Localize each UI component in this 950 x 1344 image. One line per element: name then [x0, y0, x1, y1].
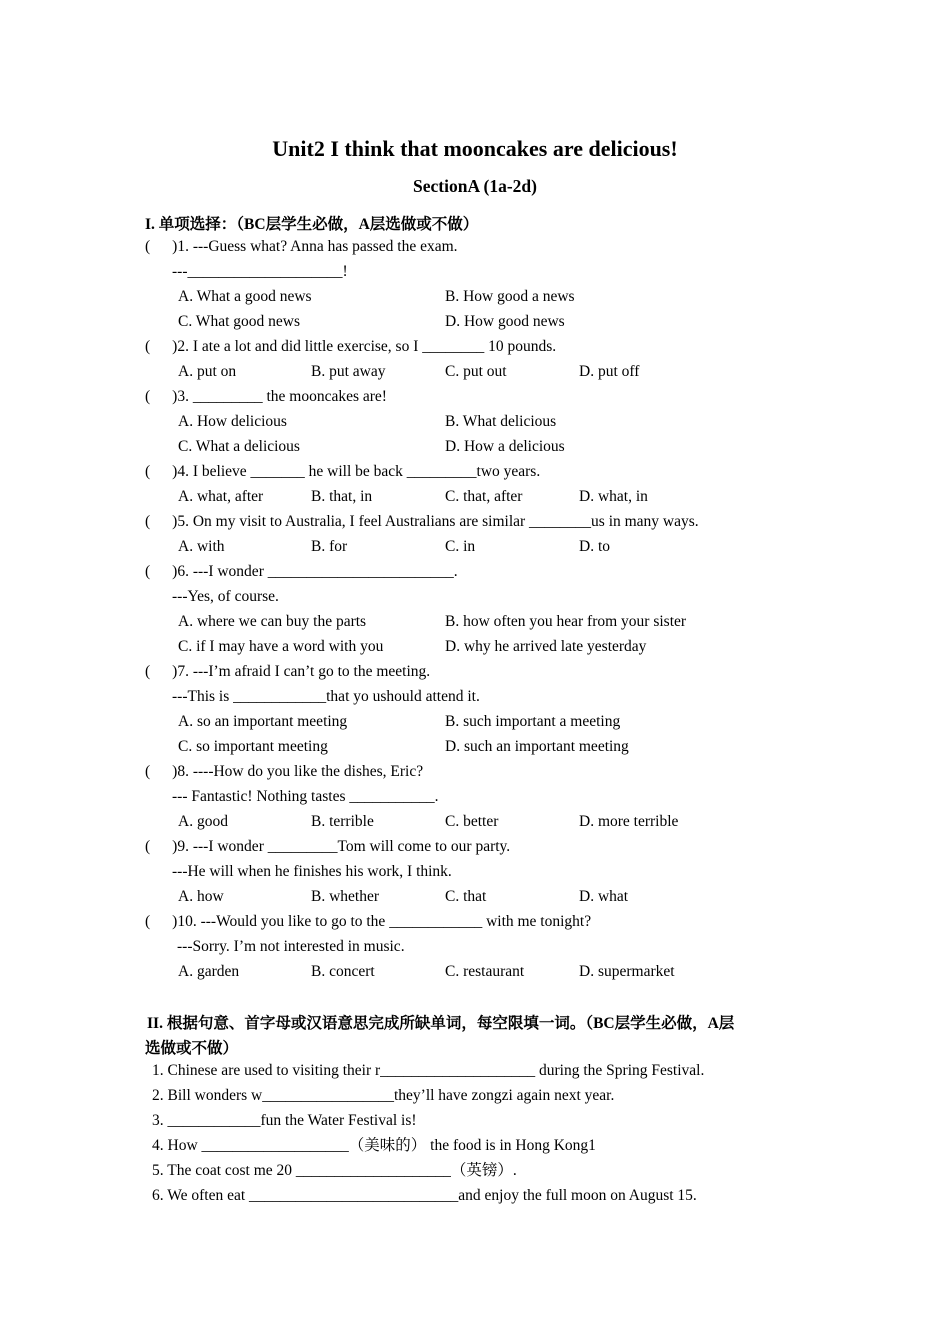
q4-option-d: D. what, in — [579, 488, 648, 505]
fill-item-1: 1. Chinese are used to visiting their r____________________ during the Spring Festival. — [152, 1062, 705, 1079]
q8-option-a: A. good — [178, 813, 228, 830]
q5-option-d: D. to — [579, 538, 610, 555]
q7-option-d: D. such an important meeting — [445, 738, 629, 755]
q3-option-c: C. What a delicious — [178, 438, 300, 455]
q5-option-a: A. with — [178, 538, 225, 555]
fill-item-6: 6. We often eat ___________________________and enjoy the full moon on August 15. — [152, 1187, 697, 1204]
q7-option-a: A. so an important meeting — [178, 713, 348, 730]
question-1: ( )1. ---Guess what? Anna has passed the exam. — [145, 238, 458, 255]
section2-heading-line2: 选做或不做） — [145, 1040, 239, 1057]
q1-option-b: B. How good a news — [445, 288, 575, 305]
q2-option-c: C. put out — [445, 363, 507, 380]
fill-item-2: 2. Bill wonders w_________________they’ll have zongzi again next year. — [152, 1087, 615, 1104]
page-subtitle: SectionA (1a-2d) — [413, 176, 537, 196]
fill-item-5: 5. The coat cost me 20 ____________________（英镑）. — [152, 1162, 517, 1179]
q10-option-a: A. garden — [178, 963, 240, 980]
fill-item-4: 4. How ___________________（美味的） the food is in Hong Kong1 — [152, 1137, 596, 1154]
q8-option-d: D. more terrible — [579, 813, 679, 830]
q10-option-c: C. restaurant — [445, 963, 525, 980]
question-4: ( )4. I believe _______ he will be back _________two years. — [145, 463, 541, 480]
question-1-blank: ---____________________! — [172, 263, 348, 280]
question-3: ( )3. _________ the mooncakes are! — [145, 388, 387, 405]
q9-option-b: B. whether — [311, 888, 380, 905]
q2-option-d: D. put off — [579, 363, 640, 380]
section1-heading: I. 单项选择：（BC层学生必做，A层选做或不做） — [145, 216, 479, 233]
q8-option-b: B. terrible — [311, 813, 374, 830]
q6-option-a: A. where we can buy the parts — [178, 613, 367, 630]
q1-option-c: C. What good news — [178, 313, 300, 330]
q9-option-a: A. how — [178, 888, 224, 905]
question-5: ( )5. On my visit to Australia, I feel Australians are similar ________us in many ways. — [145, 513, 699, 530]
q7-option-c: C. so important meeting — [178, 738, 328, 755]
q3-option-d: D. How a delicious — [445, 438, 565, 455]
section2-heading-line1: II. 根据句意、首字母或汉语意思完成所缺单词，每空限填一词。（BC层学生必做，A层 — [147, 1015, 735, 1032]
question-2: ( )2. I ate a lot and did little exercise, so I ________ 10 pounds. — [145, 338, 557, 355]
question-6-reply: ---Yes, of course. — [172, 588, 279, 605]
question-10-reply: ---Sorry. I’m not interested in music. — [177, 938, 405, 955]
question-9-reply: ---He will when he finishes his work, I think. — [172, 863, 452, 880]
q6-option-c: C. if I may have a word with you — [178, 638, 384, 655]
q8-option-c: C. better — [445, 813, 499, 830]
q2-option-a: A. put on — [178, 363, 237, 380]
question-7-reply: ---This is ____________that yo ushould attend it. — [172, 688, 480, 705]
question-7: ( )7. ---I’m afraid I can’t go to the meeting. — [145, 663, 431, 680]
q4-option-c: C. that, after — [445, 488, 523, 505]
q10-option-d: D. supermarket — [579, 963, 675, 980]
q9-option-c: C. that — [445, 888, 487, 905]
q3-option-a: A. How delicious — [178, 413, 287, 430]
q2-option-b: B. put away — [311, 363, 386, 380]
q5-option-c: C. in — [445, 538, 476, 555]
question-8-reply: --- Fantastic! Nothing tastes ___________. — [172, 788, 439, 805]
q6-option-b: B. how often you hear from your sister — [445, 613, 687, 630]
q4-option-b: B. that, in — [311, 488, 373, 505]
q9-option-d: D. what — [579, 888, 629, 905]
fill-item-3: 3. ____________fun the Water Festival is! — [152, 1112, 417, 1129]
question-9: ( )9. ---I wonder _________Tom will come to our party. — [145, 838, 511, 855]
q6-option-d: D. why he arrived late yesterday — [445, 638, 647, 655]
q3-option-b: B. What delicious — [445, 413, 557, 430]
q1-option-d: D. How good news — [445, 313, 565, 330]
question-8: ( )8. ----How do you like the dishes, Eric? — [145, 763, 424, 780]
q5-option-b: B. for — [311, 538, 348, 555]
q1-option-a: A. What a good news — [178, 288, 312, 305]
q4-option-a: A. what, after — [178, 488, 264, 505]
q7-option-b: B. such important a meeting — [445, 713, 621, 730]
page-title: Unit2 I think that mooncakes are delicious! — [272, 136, 678, 161]
question-6: ( )6. ---I wonder ________________________. — [145, 563, 458, 580]
question-10: ( )10. ---Would you like to go to the ____________ with me tonight? — [145, 913, 592, 930]
q10-option-b: B. concert — [311, 963, 375, 980]
